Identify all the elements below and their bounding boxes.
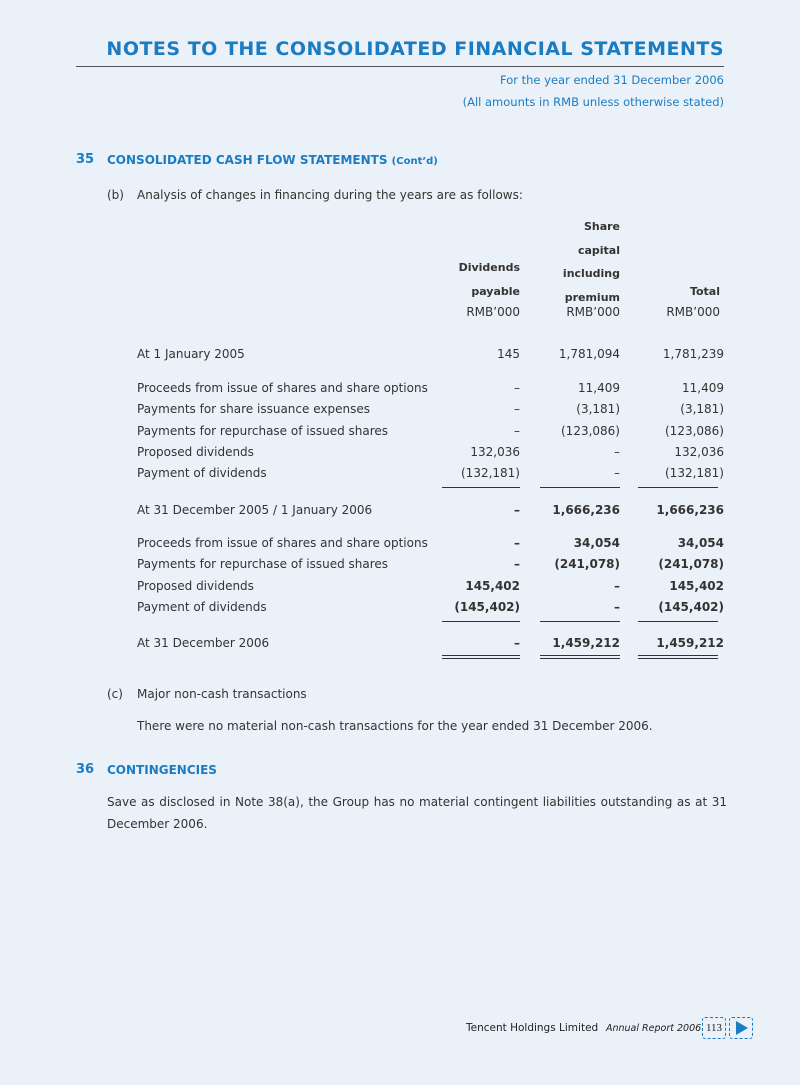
table-row <box>0 402 800 420</box>
header-line: Share <box>583 220 620 233</box>
table-row <box>0 579 800 597</box>
cell-dividends: (132,181) <box>461 466 520 480</box>
cell-total: 132,036 <box>674 445 724 459</box>
cell-dividends: (145,402) <box>454 600 520 614</box>
section-number: 35 <box>76 152 95 167</box>
cell-total: (145,402) <box>658 600 724 614</box>
table-row <box>0 347 800 365</box>
row-label: Proceeds from issue of shares and share options <box>137 536 428 550</box>
cell-dividends: 145,402 <box>465 579 520 593</box>
cell-total: 1,781,239 <box>662 347 724 361</box>
cell-share-capital: – <box>614 600 620 614</box>
row-label: At 1 January 2005 <box>137 347 245 361</box>
column-header-dividends <box>459 256 520 303</box>
cell-dividends: – <box>514 557 520 571</box>
cell-total: (3,181) <box>680 402 724 416</box>
cell-total: 1,666,236 <box>656 503 724 517</box>
period-subtitle: For the year ended 31 December 2006 <box>499 73 724 87</box>
header-divider <box>76 66 724 67</box>
page-number: 113 <box>702 1017 726 1039</box>
total-double-rule <box>442 655 520 659</box>
section-number: 36 <box>76 762 95 777</box>
subsection-letter: (c) <box>107 687 123 701</box>
subsection-text: There were no material non-cash transactions for the year ended 31 December 2006. <box>137 719 653 733</box>
cell-total: (123,086) <box>665 424 724 438</box>
column-header-share-capital <box>563 215 620 309</box>
table-row <box>0 600 800 618</box>
row-label: Payments for share issuance expenses <box>137 402 370 416</box>
subtotal-rule <box>442 487 520 488</box>
column-unit: RMB’000 <box>666 305 720 319</box>
cell-share-capital: – <box>614 579 620 593</box>
cell-dividends: – <box>514 424 520 438</box>
row-label: At 31 December 2006 <box>137 636 270 650</box>
cell-dividends: – <box>514 503 520 517</box>
cell-total: (132,181) <box>665 466 724 480</box>
row-label: Payments for repurchase of issued shares <box>137 557 389 571</box>
table-row <box>0 381 800 399</box>
table-row <box>0 424 800 442</box>
table-row <box>0 466 800 484</box>
subsection-letter: (b) <box>107 188 124 202</box>
cell-dividends: – <box>514 636 520 650</box>
header-line: premium <box>564 290 620 304</box>
footer-company: Tencent Holdings Limited <box>466 1022 599 1034</box>
total-double-rule <box>638 655 718 659</box>
table-row <box>0 557 800 575</box>
column-unit: RMB’000 <box>466 305 520 319</box>
cell-total: (241,078) <box>658 557 724 571</box>
cell-share-capital: 1,781,094 <box>558 347 620 361</box>
cell-share-capital: (241,078) <box>554 557 620 571</box>
header-line: capital <box>577 243 620 257</box>
section-title: CONTINGENCIES <box>107 763 217 777</box>
cell-dividends: 132,036 <box>470 445 520 459</box>
cell-dividends: – <box>514 381 520 395</box>
subtotal-rule <box>540 621 620 622</box>
cell-dividends: 145 <box>497 347 520 361</box>
header-line: payable <box>471 284 520 298</box>
subtotal-rule <box>638 487 718 488</box>
cell-share-capital: 11,409 <box>578 381 620 395</box>
cell-share-capital: (123,086) <box>561 424 620 438</box>
subtotal-rule <box>442 621 520 622</box>
subsection-text: Analysis of changes in financing during the years are as follows: <box>137 188 523 202</box>
table-row <box>0 636 800 654</box>
subtotal-rule <box>540 487 620 488</box>
row-label: Payment of dividends <box>137 600 267 614</box>
header-line: Total <box>689 285 720 298</box>
section-title <box>107 153 438 167</box>
page-title: NOTES TO THE CONSOLIDATED FINANCIAL STATEMENTS <box>106 38 724 60</box>
cell-share-capital: (3,181) <box>576 402 620 416</box>
cell-total: 145,402 <box>669 579 724 593</box>
section-title-cont: (Cont’d) <box>391 156 438 167</box>
row-label: Proposed dividends <box>137 579 254 593</box>
cell-share-capital: – <box>614 466 620 480</box>
total-double-rule <box>540 655 620 659</box>
cell-share-capital: 1,666,236 <box>552 503 620 517</box>
currency-note: (All amounts in RMB unless otherwise stated) <box>462 95 724 109</box>
table-row <box>0 503 800 521</box>
subsection-title: Major non-cash transactions <box>137 687 307 701</box>
table-row <box>0 536 800 554</box>
row-label: Payment of dividends <box>137 466 267 480</box>
column-unit: RMB’000 <box>566 305 620 319</box>
row-label: Payments for repurchase of issued shares <box>137 424 389 438</box>
cell-share-capital: – <box>614 445 620 459</box>
cell-total: 34,054 <box>677 536 724 550</box>
cell-dividends: – <box>514 402 520 416</box>
play-arrow-icon <box>736 1021 748 1035</box>
cell-total: 1,459,212 <box>656 636 724 650</box>
next-page-button[interactable] <box>729 1017 753 1039</box>
row-label: At 31 December 2005 / 1 January 2006 <box>137 503 373 517</box>
column-header-total <box>690 280 720 304</box>
header-line: including <box>562 267 620 280</box>
cell-share-capital: 1,459,212 <box>552 636 620 650</box>
cell-total: 11,409 <box>682 381 724 395</box>
row-label: Proceeds from issue of shares and share options <box>137 381 428 395</box>
subtotal-rule <box>638 621 718 622</box>
row-label: Proposed dividends <box>137 445 254 459</box>
cell-dividends: – <box>514 536 520 550</box>
section-title-text: CONSOLIDATED CASH FLOW STATEMENTS <box>107 153 388 167</box>
cell-share-capital: 34,054 <box>573 536 620 550</box>
footer-report-title: Annual Report 2006 <box>606 1023 702 1034</box>
table-row <box>0 445 800 463</box>
header-line: Dividends <box>458 261 520 274</box>
section-paragraph: Save as disclosed in Note 38(a), the Group has no material contingent liabilities outstanding as at 31 December 2006. <box>107 795 727 831</box>
